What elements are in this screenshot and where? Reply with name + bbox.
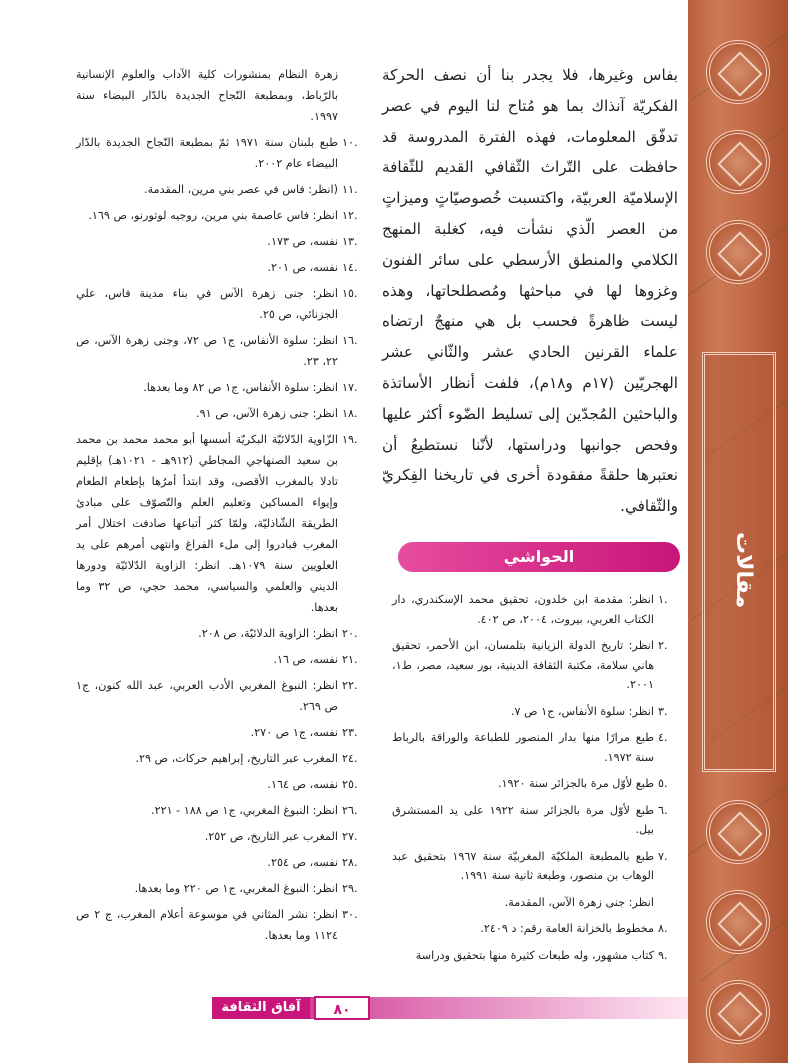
footnote-item: ٢٨. نفسه، ص ٢٥٤.	[267, 856, 358, 869]
footnote-item: ١٩. الزّاوية الدّلائيّة البكريّة أسسها أبو محمد محمد بن محمد بن سعيد الصنهاجي المجاطي (٩١٢هـ - ١٠٢١هـ) بإقليم تادلا بالمغرب الأقصى، وقد ابتدأ أمرُها بإطعام الطعام وإيواء المساكين وتعليم العلم والتّصوّف على مبادئ الطريقة الشّاذليّة، ولمّا كثر أتباعها صادفت اختلال أمر المغرب فبادروا إلى ملء الفراغ وانتهى أمرهم على يد العلويين سنة ١٠٧٩هـ. انظر: الزاوية الدّلائيّة ودورها الديني والعلمي والسياسي، محمد حجي، ص ٣٢ وما بعدها.	[76, 433, 358, 614]
footnote-item: ١٦. انظر: سلوة الأنفاس، ج١ ص ٧٢، وجنى زهرة الآس، ص ٢٢، ٢٣.	[76, 334, 358, 368]
footnote-item: زهرة النظام بمنشورات كلية الآداب والعلوم الإنسانية بالرّباط، وبمطبعة النّجاح الجديدة بالدّار البيضاء سنة ١٩٩٧.	[76, 68, 338, 123]
footnote-item: ٢٦. انظر: النبوغ المغربي، ج١ ص ١٨٨ - ٢٢١.	[151, 804, 358, 817]
footnote-item: ١٥. انظر: جنى زهرة الآس في بناء مدينة فاس، علي الجزنائي، ص ٢٥.	[76, 287, 358, 321]
magazine-title: آفاق الثقافة والتراث	[212, 997, 310, 1019]
ornament-medallion	[706, 890, 770, 954]
ornament-medallion	[706, 220, 770, 284]
article-paragraph: بفاس وغيرها، فلا يجدر بنا أن نصف الحركة الفكريّة آنذاك بما هو مُتاح لنا اليوم في عصر تدفّق المعلومات، فهذه الفترة المدروسة قد حافظت على التّراث الثّقافي القديم للثّقافة الإسلاميّة العربيّة، واكتسبت خُصوصيّاتٍ وميزاتٍ من العصر الّذي نشأت فيه، كغلبة المنهج الكلامي والمنطق الأرسطي على سائر الفنون وغزوها لها في مباحثها ومُصطلحاتها، وهذه ليست ظاهرةً فحسب بل هي منهجٌ ارتضاه علماء القرنين الحادي عشر والثّاني عشر الهجريّين (١٧م و١٨م)، فلفت أنظار الأساتذة والباحثين المُجدّين إلى تسليط الضّوء أكثر عليها وفحص جوانبها ودراستها، لأنّنا نستطيعُ أن نعتبرها حلقةً مفقودة أخرى في تاريخنا الفِكريّ والثّقافي.	[382, 66, 678, 516]
ornament-medallion	[706, 40, 770, 104]
footnote-item: ١. انظر: مقدمة ابن خلدون، تحقيق محمد الإسكندري، دار الكتاب العربي، بيروت، ٢٠٠٤، ص ٤٠٢.	[392, 593, 668, 626]
ornament-medallion	[706, 130, 770, 194]
ornament-medallion	[706, 980, 770, 1044]
notes-heading: الحواشي	[398, 542, 680, 572]
footnote-item: ١٠. طبع بلبنان سنة ١٩٧١ ثمّ بمطبعة النّجاح الجديدة بالدّار البيضاء عام ٢٠٠٢.	[76, 136, 358, 170]
footnote-item: انظر: جنى زهرة الآس، المقدمة.	[504, 895, 654, 909]
footnote-item: ١٣. نفسه، ص ١٧٣.	[267, 235, 358, 248]
footnote-item: ٢٥. نفسه، ص ١٦٤.	[267, 778, 358, 791]
footnote-item: ٢٣. نفسه، ج١ ص ٢٧٠.	[250, 726, 358, 739]
ornament-medallion	[706, 800, 770, 864]
footnote-item: ٢٢. انظر: النبوغ المغربي الأدب العربي، عبد الله كنون، ج١ ص ٢٦٩.	[76, 679, 358, 713]
footnotes-left-column	[76, 64, 366, 951]
footnote-item: ٨. مخطوط بالخزانة العامة رقم: د ٢٤٠٩.	[480, 922, 668, 935]
footnote-item: ٣٠. انظر: نشر المثاني في موسوعة أعلام المغرب، ج ٢ ص ١١٢٤ وما بعدها.	[76, 908, 358, 942]
footnote-item: ١١. (انظر: فاس في عصر بني مرين، المقدمة.	[144, 183, 358, 196]
footnote-item: ٥. طبع لأوّل مرة بالجزائر سنة ١٩٢٠.	[497, 777, 668, 790]
footnote-item: ٢. انظر: تاريخ الدولة الزيانية بتلمسان، ابن الأحمر، تحقيق هاني سلامة، مكتبة الثقافة الدينية، بور سعيد، مصر، ط١، ٢٠٠١.	[392, 639, 668, 691]
footnote-item: ٢٧. المغرب عبر التاريخ، ص ٢٥٢.	[204, 830, 358, 843]
footnote-item: ٢٠. انظر: الزاوية الدلائيّة، ص ٢٠٨.	[198, 627, 358, 640]
footnote-item: ٢٤. المغرب عبر التاريخ، إبراهيم حركات، ص ٢٩.	[135, 752, 358, 765]
footnote-item: ٦. طبع لأوّل مرة بالجزائر سنة ١٩٢٢ على يد المستشرق بيل.	[392, 803, 668, 836]
section-label: مقالات	[731, 531, 756, 609]
footnote-item: ٧. طبع بالمطبعة الملكيّة المغربيّة سنة ١٩٦٧ بتحقيق عبد الوهاب بن منصور، وطبعة ثانية سنة ١٩٩١.	[392, 849, 668, 882]
footnote-item: ٣. انظر: سلوة الأنفاس، ج١ ص ٧.	[510, 704, 668, 718]
footnotes-right-column	[392, 590, 682, 972]
footnote-item: ٤. طبع مرارًا منها بدار المنصور للطباعة والوراقة بالرباط سنة ١٩٧٢.	[392, 731, 668, 764]
footnote-item: ١٨. انظر: جنى زهرة الآس، ص ٩١.	[196, 407, 358, 420]
page-number: ٨٠	[314, 996, 370, 1020]
footnote-item: ١٤. نفسه، ص ٢٠١.	[267, 261, 358, 274]
footnote-item: ١٢. انظر: فاس عاصمة بني مرين، روجيه لوتورنو، ص ١٦٩.	[88, 209, 358, 222]
footnote-item: ٩. كتاب مشهور، وله طبعات كثيرة منها بتحقيق ودراسة	[415, 948, 668, 962]
footnote-item: ٢١. نفسه، ص ١٦.	[273, 653, 358, 666]
footnote-item: ٢٩. انظر: النبوغ المغربي، ج١ ص ٢٢٠ وما بعدها.	[134, 882, 358, 895]
footnote-item: ١٧. انظر: سلوة الأنفاس، ج١ ص ٨٢ وما بعدها.	[143, 381, 358, 394]
